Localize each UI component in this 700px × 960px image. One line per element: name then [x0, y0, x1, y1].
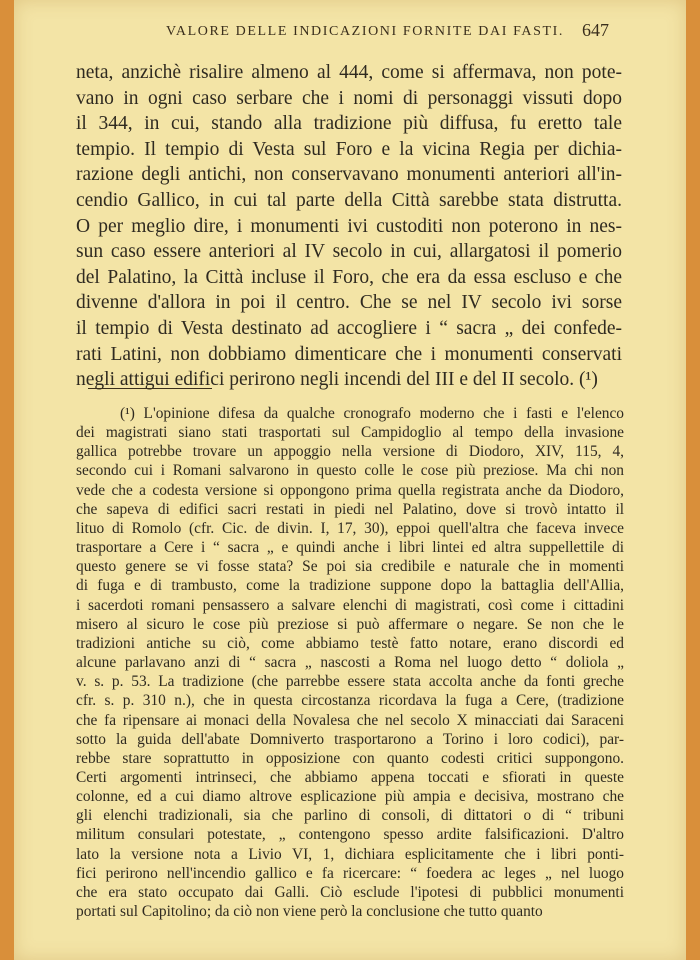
footnote-line: colonne, ed a cui diamo altrove esplicazione più ampia e decisiva, mostrano che — [76, 788, 624, 806]
footnote-line: sotto la guida dell'abate Domniverto trasportarono a Torino i loro codici), par- — [76, 730, 624, 748]
text-line: cendio Gallico, in cui tal parte della Città sarebbe stata distrutta. — [76, 189, 622, 211]
footnote-line: portati sul Capitolino; da ciò non viene però la conclusione che tutto quanto — [76, 903, 543, 921]
footnote-line: di fuga e di trambusto, come la tradizione suppone dopo la battaglia dell'Allia, — [76, 577, 624, 595]
footnote-line: (¹) L'opinione difesa da qualche cronografo moderno che i fasti e l'elenco — [120, 405, 624, 422]
footnote-line: fici perirono nell'incendio gallico e fa ricercare: “ foedera ac leges „ nel luogo — [76, 864, 624, 882]
footnote-line: lituo di Romolo (cfr. Cic. de divin. I, 17, 30), eppoi quell'altra che faceva invece — [76, 519, 624, 537]
text-line: razione degli antichi, non conservavano monumenti anteriori all'in- — [76, 164, 622, 186]
text-line: del Palatino, la Città incluse il Foro, che era da essa escluso e che — [76, 266, 622, 288]
footnote-line: rebbe stare soprattutto in opposizione con quanto codesti critici suppongono. — [76, 749, 624, 767]
footnote-line: Certi argomenti intrinseci, che abbiamo appena toccati e sfiorati in queste — [76, 768, 624, 786]
book-page — [14, 0, 686, 960]
footnote-separator — [88, 388, 212, 389]
text-line: vano in ogni caso serbare che i nomi di personaggi vissuti dopo — [76, 87, 622, 109]
footnote-line: cfr. s. p. 310 n.), che in questa circostanza ricordava la fuga a Cere, (tradizione — [76, 692, 624, 710]
footnote-line: gallica potrebbe trovare un appoggio nella versione di Diodoro, XIV, 115, 4, — [76, 443, 624, 461]
footnote-line: trasportare a Cere i “ sacra „ e quindi anche i libri lintei ed altra suppellettile di — [76, 539, 624, 557]
text-line: negli attigui edifici perirono negli incendi del III e del II secolo. (¹) — [76, 369, 598, 391]
footnote-line: lato la versione nota a Livio VI, 1, dichiara esplicitamente che i libri ponti- — [76, 845, 624, 863]
text-line: O per meglio dire, i monumenti ivi custoditi non poterono in nes- — [76, 215, 622, 237]
footnote-line: gli elenchi tradizionali, sia che parlino di consoli, di dittatori o di “ tribuni — [76, 807, 624, 825]
footnote-line: questo genere se vi fosse stata? Se poi sia credibile e naturale che in momenti — [76, 558, 624, 576]
text-line: neta, anzichè risalire almeno al 444, come si affermava, non pote- — [76, 62, 622, 83]
text-line: rati Latini, non dobbiamo dimenticare che i monumenti conservati — [76, 343, 622, 365]
footnote-line: che era stato occupato dai Galli. Ciò esclude l'ipotesi di pubblici monumenti — [76, 883, 624, 901]
footnote-line: dei magistrati siano stati trasportati sul Campidoglio al tempo della invasione — [76, 424, 624, 442]
footnote-line: alcune parlavano anzi di “ sacra „ nascosti a Roma nel luogo detto “ doliola „ — [76, 654, 624, 672]
main-text — [76, 60, 622, 393]
page-number: 647 — [582, 20, 609, 40]
footnote-line: v. s. p. 53. La tradizione (che parrebbe essere stata accolta anche da fonti greche — [76, 673, 624, 691]
footnote-line: che fa ripensare ai monaci della Novalesa che nel secolo X minacciati dai Saraceni — [76, 711, 624, 729]
text-line: sun caso essere anteriori al IV secolo in cui, allargatosi il pomerio — [76, 241, 622, 263]
text-line: tempio. Il tempio di Vesta sul Foro e la vicina Regia per dichia- — [76, 138, 622, 160]
footnote-line: militum consulari potestate, „ contengono spesso ardite falsificazioni. D'altro — [76, 826, 624, 844]
text-line: divenne d'allora in poi il centro. Che se nel IV secolo ivi sorse — [76, 292, 622, 314]
footnote-line: secondo cui i Romani salvarono in questo colle le cose più preziose. Ma chi non — [76, 462, 624, 480]
running-title: VALORE DELLE INDICAZIONI FORNITE DAI FASTI. — [166, 24, 565, 39]
text-line: il tempio di Vesta destinato ad accogliere i “ sacra „ dei confede- — [76, 317, 622, 339]
footnote-line: i sacerdoti romani pensassero a salvare elenchi di magistrati, così come i cittadini — [76, 596, 624, 614]
footnote-line: misero al sicuro le cose più preziose si può affermare o negare. Se non che le — [76, 615, 624, 633]
footnote-line: tradizioni antiche su ciò, come abbiamo testè fatto notare, erano discordi ed — [76, 634, 624, 652]
footnote — [76, 404, 624, 921]
footnote-line: che sapeva di edifici sacri restati in piedi nel Palatino, dove si trovò intatto il — [76, 500, 624, 518]
text-line: il 344, in cui, stando alla tradizione più diffusa, fu eretto tale — [76, 113, 622, 135]
footnote-line: vede che a codesta versione si oppongono prima quella registrata anche da Diodoro, — [76, 481, 624, 499]
page-header — [14, 20, 686, 46]
